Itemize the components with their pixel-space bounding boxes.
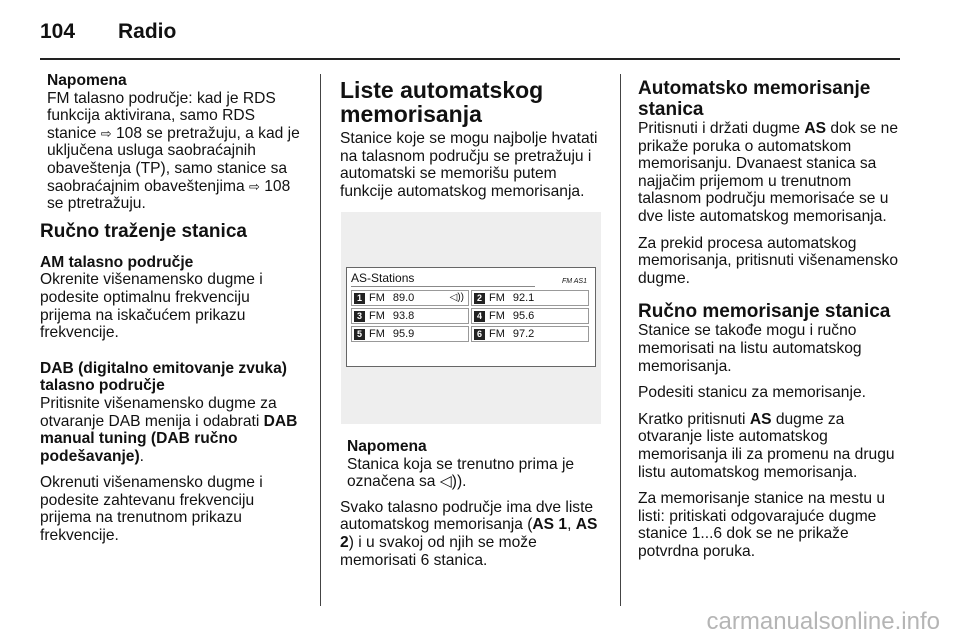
page-ref[interactable]: 108 — [116, 124, 143, 142]
note-box: Napomena Stanica koja se trenutno prima je označena sa ◁)). — [340, 438, 605, 491]
radio-screen-figure — [341, 212, 601, 424]
note-box: Napomena FM talasno područje: kad je RDS funkcija aktivirana, samo RDS stanice ⇨ 108 se pretražuju, a kad je uključena usluga saobraćajnih obaveštenja (TP), samo stanice sa saobraćajnim obaveštenjima ⇨ 108 se ptretražuju. — [40, 72, 305, 213]
page-header — [0, 0, 960, 58]
paragraph: Okrenuti višenamensko dugme i podesite zahtevanu frekvenciju prijema na trenutnom prikazu frekvencije. — [40, 474, 263, 545]
subheading: DAB (digitalno emitovanje zvuka) talasno područje — [40, 359, 287, 395]
page-number: 104 — [40, 20, 76, 43]
paragraph: Pritisnuti i držati dugme AS dok se ne prikaže poruka o automatskom memorisanju. Dvanaest stanica sa najjačim prijemom u trenutnom talasnom području memorisaće se u dve liste automatskog memorisanja. — [638, 120, 899, 225]
arrow-icon: ⇨ — [100, 125, 112, 141]
station-preset: 2 FM 92.1 — [471, 290, 589, 306]
column-divider — [620, 74, 621, 606]
watermark: carmanualsonline.info — [706, 608, 940, 635]
note-title: Napomena — [347, 438, 427, 455]
speaker-icon: ◁)) — [439, 473, 463, 491]
as-stations-display — [346, 267, 596, 367]
arrow-icon: ⇨ — [248, 178, 260, 194]
middle-column — [340, 78, 605, 209]
paragraph: Podesiti stanicu za memorisanje. — [638, 384, 866, 402]
column-divider — [320, 74, 321, 606]
paragraph: Pritisnite višenamensko dugme za otvaranje DAB menija i odabrati DAB manual tuning (DAB ručno podešavanje). — [40, 394, 298, 465]
page-ref[interactable]: 108 — [264, 177, 291, 195]
left-column — [40, 72, 305, 554]
station-preset: 4 FM 95.6 — [471, 308, 589, 324]
paragraph: Kratko pritisnuti AS dugme za otvaranje liste automatskog memorisanja ili za promenu na drugu listu automatskog memorisanja. — [638, 410, 895, 481]
section-heading: Ručno memorisanje stanica — [638, 301, 891, 323]
paragraph: Okrenite višenamensko dugme i podesite optimalnu frekvenciju prijema na iskačućem prikazu frekvencije. — [40, 271, 263, 342]
paragraph: Svako talasno područje ima dve liste automatskog memorisanja (AS 1, AS 2) i u svakoj od njih se može memorisati 6 stanica. — [340, 498, 598, 569]
paragraph: Za prekid procesa automatskog memorisanja, pritisnuti višenamensko dugme. — [638, 234, 898, 287]
section-title: Radio — [118, 20, 177, 43]
paragraph: Stanice se takođe mogu i ručno memorisati na listu automatskog memorisanja. — [638, 322, 862, 375]
station-preset: 5 FM 95.9 — [351, 326, 469, 342]
station-preset: 6 FM 97.2 — [471, 326, 589, 342]
station-preset: 1 FM 89.0 ◁)) — [351, 290, 469, 306]
section-heading: Liste automatskog memorisanja — [340, 77, 544, 127]
station-preset: 3 FM 93.8 — [351, 308, 469, 324]
header-rule — [40, 58, 900, 60]
section-heading: Automatsko memorisanje stanica — [638, 78, 871, 120]
note-title: Napomena — [47, 72, 127, 89]
display-subtitle: FM AS1 — [561, 278, 587, 285]
section-heading: Ručno traženje stanica — [40, 220, 247, 242]
subheading: AM talasno područje — [40, 253, 194, 271]
middle-column-lower — [340, 438, 605, 578]
speaker-icon: ◁)) — [449, 292, 464, 303]
paragraph: Za memorisanje stanice na mestu u listi: pritiskati odgovarajuće dugme stanice 1...6 dok se ne prikaže potvrdna poruka. — [638, 490, 886, 560]
paragraph: Stanice koje se mogu najbolje hvatati na talasnom području se pretražuju i automatski se memorišu putem funkcije automatskog memorisanja. — [340, 130, 598, 200]
right-column — [638, 78, 908, 569]
display-title: AS-Stations — [351, 271, 415, 285]
